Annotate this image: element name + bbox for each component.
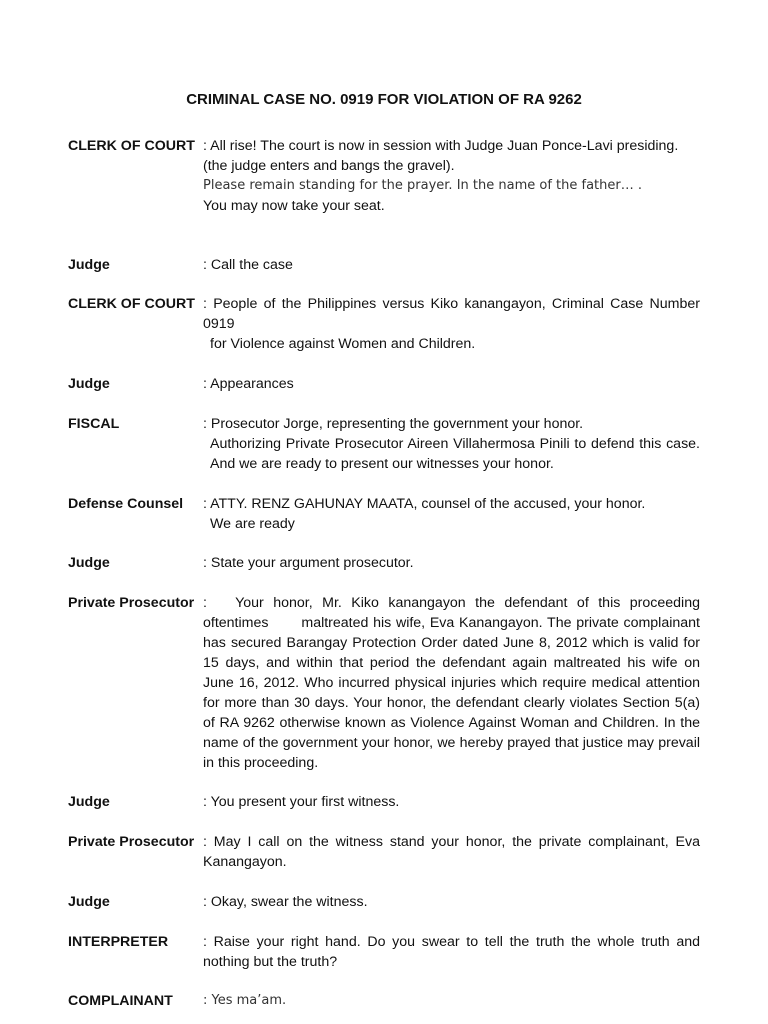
transcript-entry: [68, 255, 700, 275]
transcript-entry: [68, 832, 700, 872]
speaker-label: Private Prosecutor: [68, 595, 195, 611]
speaker-label: Judge: [68, 376, 110, 392]
speech-text: [203, 553, 700, 573]
speech-text: [203, 294, 700, 354]
speech-paragraph: : All rise! The court is now in session with Judge Juan Ponce-Lavi presiding.: [203, 138, 679, 154]
transcript-entry: [68, 294, 700, 354]
speech-line: : State your argument prosecutor.: [203, 555, 414, 571]
speech-text: [203, 892, 700, 912]
speech-line: : Yes ma’am.: [203, 993, 287, 1008]
speech-text: [203, 136, 700, 216]
speaker-label: Judge: [68, 257, 110, 273]
speech-line: : ATTY. RENZ GAHUNAY MAATA, counsel of the accused, your honor.: [203, 496, 646, 512]
transcript-entry: [68, 374, 700, 394]
speech-paragraph: Authorizing Private Prosecutor Aireen Villahermosa Pinili to defend this case. And we are ready to present our witnesses your honor.: [210, 436, 700, 472]
speech-text: [203, 414, 700, 474]
speech-line: for Violence against Women and Children.: [210, 336, 476, 352]
transcript-entry: [68, 892, 700, 912]
speech-text: [203, 932, 700, 972]
speech-line: You may now take your seat.: [203, 198, 385, 214]
speech-line: (the judge enters and bangs the gravel).: [203, 158, 455, 174]
speech-line: : Prosecutor Jorge, representing the government your honor.: [203, 416, 584, 432]
speech-text: [203, 991, 700, 1011]
speech-paragraph: : Raise your right hand. Do you swear to tell the truth the whole truth and nothing but the truth?: [203, 934, 700, 970]
speech-text: [203, 255, 700, 275]
speech-text: [203, 832, 700, 872]
speaker-label: CLERK OF COURT: [68, 296, 195, 312]
speaker-label: COMPLAINANT: [68, 993, 173, 1009]
speech-text: [203, 792, 700, 812]
speech-line: : Okay, swear the witness.: [203, 894, 368, 910]
speaker-label: Judge: [68, 894, 110, 910]
speaker-label: Judge: [68, 794, 110, 810]
speaker-label: Defense Counsel: [68, 496, 184, 512]
speaker-label: INTERPRETER: [68, 934, 169, 950]
transcript-entry: [68, 593, 704, 773]
transcript-entry: [68, 991, 700, 1011]
speaker-label: Private Prosecutor: [68, 834, 195, 850]
transcript-entry: [68, 792, 700, 812]
speech-line: We are ready: [210, 516, 295, 532]
speaker-label: FISCAL: [68, 416, 120, 432]
speech-text: [203, 494, 700, 534]
speech-paragraph: : Your honor, Mr. Kiko kanangayon the defendant of this proceeding oftentimes maltreated his wife, Eva Kanangayon. The private complainant has secured Barangay Protection Order dated June 8, 2012 which is valid for 15 days, and within that period the defendant again maltreated his wife on June 16, 2012. Who incurred physical injuries which require medical attention for more than 30 days. Your honor, the defendant clearly violates Section 5(a) of RA 9262 otherwise known as Violence Against Woman and Children. In the name of the government your honor, we hereby prayed that justice may prevail in this proceeding.: [203, 595, 704, 771]
speaker-label: CLERK OF COURT: [68, 138, 195, 154]
speech-paragraph: : People of the Philippines versus Kiko kanangayon, Criminal Case Number 0919: [203, 296, 700, 332]
transcript-entry: [68, 932, 700, 972]
speech-line: : You present your first witness.: [203, 794, 400, 810]
document-title: CRIMINAL CASE NO. 0919 FOR VIOLATION OF RA 9262: [186, 91, 582, 108]
speaker-label: Judge: [68, 555, 110, 571]
speech-line: : Appearances: [203, 376, 294, 392]
speech-line: : Call the case: [203, 257, 293, 273]
transcript-entry: [68, 414, 700, 474]
transcript-entry: [68, 136, 700, 216]
speech-text: [203, 593, 704, 773]
speech-paragraph: : May I call on the witness stand your honor, the private complainant, Eva Kanangayon.: [203, 834, 700, 870]
speech-line: Please remain standing for the prayer. In the name of the father… .: [203, 178, 642, 193]
transcript-entry: [68, 553, 700, 573]
speech-text: [203, 374, 700, 394]
transcript-entry: [68, 494, 700, 534]
